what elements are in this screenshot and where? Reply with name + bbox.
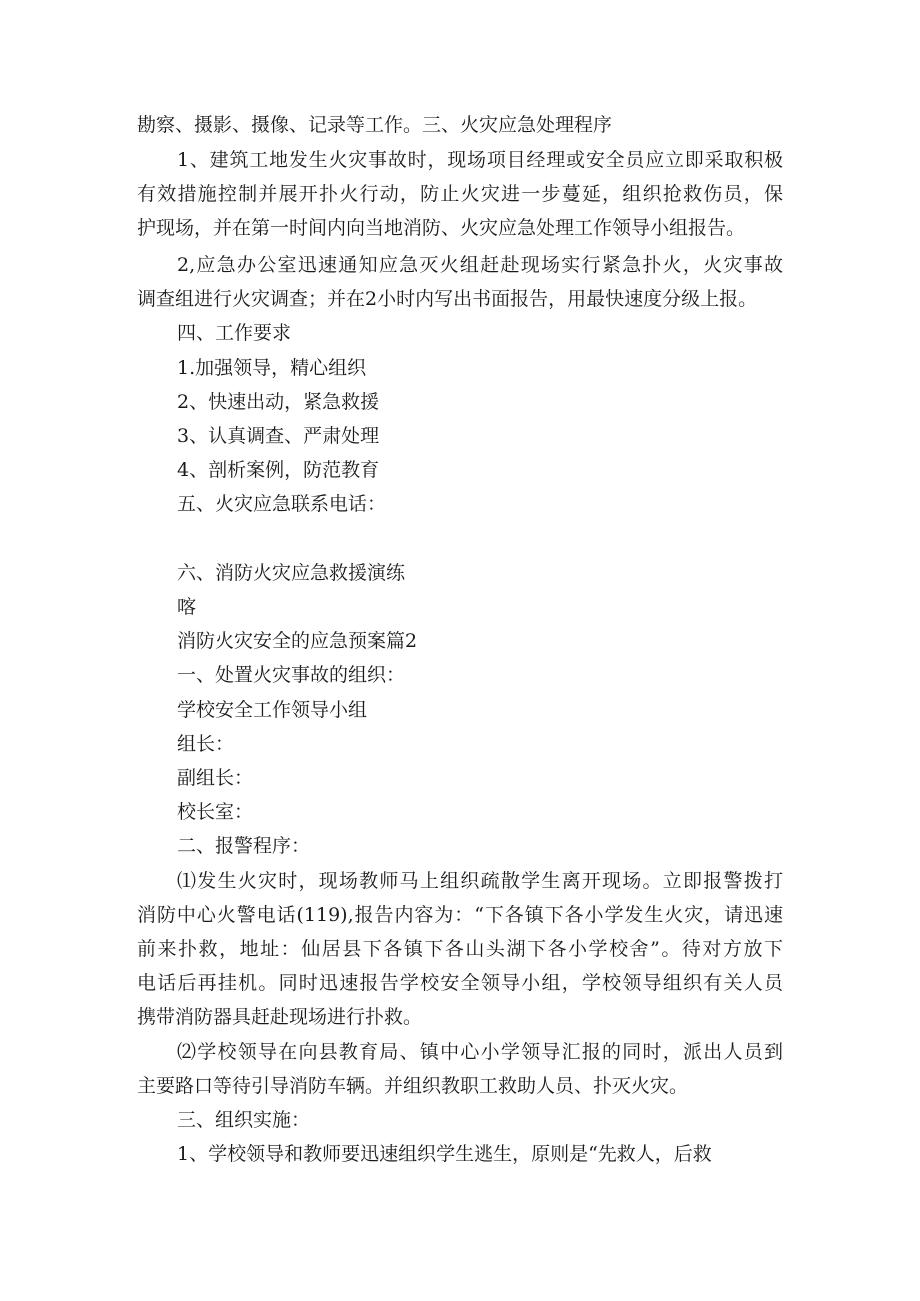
- section-heading: 一、处置火灾事故的组织：: [177, 664, 406, 686]
- text-line: 前来扑救，地址：仙居县下各镇下各山头湖下各小学校舍”。待对方放下: [137, 938, 783, 960]
- section-heading: 三、组织实施：: [177, 1109, 311, 1131]
- text-line: 电话后再挂机。同时迅速报告学校安全领导小组，学校领导组织有关人员: [137, 972, 783, 994]
- section-heading: 六、消防火灾应急救援演练: [177, 562, 406, 584]
- text-line: ⑴发生火灾时，现场教师马上组织疏散学生离开现场。立即报警拨打: [177, 870, 783, 892]
- text-line: 1、学校领导和教师要迅速组织学生逃生，原则是“先救人，后救: [177, 1143, 712, 1165]
- list-item: 3、认真调查、严肃处理: [177, 425, 380, 447]
- text-line: 组长：: [177, 733, 235, 755]
- text-line: ⑵学校领导在向县教育局、镇中心小学领导汇报的同时，派出人员到: [177, 1041, 783, 1063]
- text-line: 校长室：: [177, 801, 254, 823]
- text-line: 学校安全工作领导小组: [177, 699, 368, 721]
- text-line: 1、建筑工地发生火灾事故时，现场项目经理或安全员应立即采取积极: [177, 149, 783, 171]
- text-line: 有效措施控制并展开扑火行动，防止火灾进一步蔓延，组织抢救伤员，保: [137, 183, 783, 205]
- section-heading: 四、工作要求: [177, 322, 292, 344]
- text-line: 勘察、摄影、摄像、记录等工作。三、火灾应急处理程序: [137, 114, 613, 136]
- text-line: 护现场，并在第一时间内向当地消防、火灾应急处理工作领导小组报告。: [137, 217, 746, 239]
- section-heading: 五、火灾应急联系电话：: [177, 493, 387, 515]
- list-item: 2、快速出动，紧急救援: [177, 391, 380, 413]
- text-line: 主要路口等待引导消防车辆。并组织教职工救助人员、扑灭火灾。: [137, 1075, 689, 1097]
- text-line: 携带消防器具赶赴现场进行扑救。: [137, 1006, 423, 1028]
- section-heading: 二、报警程序：: [177, 835, 311, 857]
- text-line: 喀: [177, 596, 197, 618]
- list-item: 1.加强领导，精心组织: [177, 357, 367, 379]
- text-line: 调查组进行火灾调查；并在2小时内写出书面报告，用最快速度分级上报。: [137, 288, 758, 310]
- list-item: 4、剖析案例，防范教育: [177, 459, 380, 481]
- text-line: 2,应急办公室迅速通知应急灭火组赶赴现场实行紧急扑火，火灾事故: [177, 254, 783, 276]
- doc-subtitle: 消防火灾安全的应急预案篇2: [177, 630, 418, 652]
- text-line: 副组长：: [177, 767, 254, 789]
- text-line: 消防中心火警电话(119),报告内容为：“下各镇下各小学发生火灾，请迅速: [137, 904, 783, 926]
